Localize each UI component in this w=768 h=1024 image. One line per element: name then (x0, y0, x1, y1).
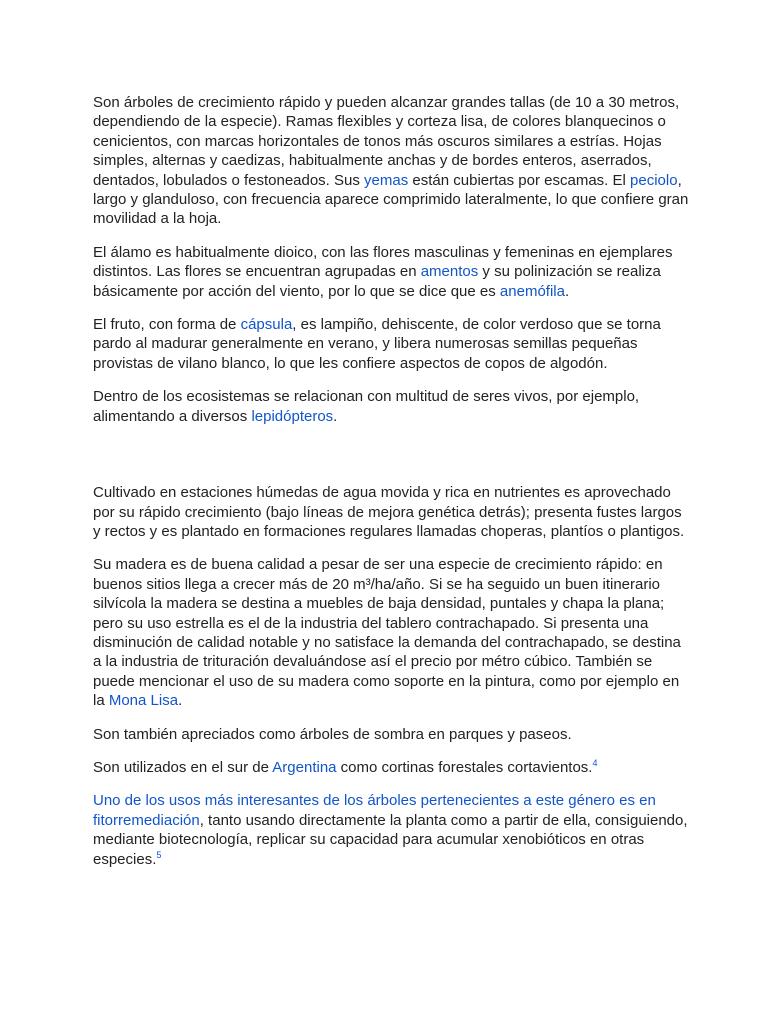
text-run: Son utilizados en el sur de (93, 758, 273, 776)
text-run: , largo y glanduloso, con frecuencia aparece comprimido lateralmente, lo que confiere gran movilidad a la hoja. (93, 171, 689, 228)
link-fitorremediacion[interactable]: Uno de los usos más interesantes de los árboles pertenecientes a este género es en fitorremediación (93, 792, 656, 829)
link-peciolo[interactable]: peciolo (630, 171, 678, 189)
link-argentina[interactable]: Argentina (272, 758, 337, 776)
paragraph-phytoremediation (93, 791, 693, 869)
text-run: Cultivado en estaciones húmedas de agua movida y rica en nutrientes es aprovechado por su rápido crecimiento (bajo líneas de mejora genética detrás); presenta fustes largos y rectos y es plantado en formaciones regulares llamadas choperas, plantíos o plantigos. (93, 484, 685, 540)
text-run: . (333, 407, 338, 425)
link-anemofila[interactable]: anemófila (499, 282, 565, 300)
paragraph-fruit (93, 315, 693, 373)
text-run: como cortinas forestales cortavientos. (336, 758, 593, 776)
document-body (93, 93, 693, 883)
link-mona-lisa[interactable]: Mona Lisa (108, 692, 179, 710)
footnote-ref-4[interactable]: 4 (592, 757, 598, 768)
text-run: , tanto usando directamente la planta como a partir de ella, consiguiendo, mediante biotecnología, replicar su capacidad para acumular xenobióticos en otras especies. (93, 811, 688, 868)
text-run: Dentro de los ecosistemas se relacionan con multitud de seres vivos, por ejemplo, alimentando a diversos (93, 388, 640, 425)
link-lepidopteros[interactable]: lepidópteros (251, 407, 334, 425)
text-run: . (564, 282, 570, 300)
text-run: . (178, 692, 183, 710)
text-run: , es lampiño, dehiscente, de color verdoso que se torna pardo al madurar generalmente en verano, y libera numerosas semillas pequeñas provistas de vilano blanco, lo que les confiere aspectos de copos de algodón. (93, 316, 661, 372)
text-run: El álamo es habitualmente dioico, con las flores masculinas y femeninas en ejemplares distintos. Las flores se encuentran agrupadas en (93, 243, 673, 281)
paragraph-cultivation (93, 483, 693, 541)
link-capsula[interactable]: cápsula (240, 316, 293, 334)
paragraph-reproduction (93, 243, 693, 301)
section-spacer (93, 440, 693, 483)
text-run: Son también apreciados como árboles de sombra en parques y paseos. (93, 725, 572, 743)
text-run: están cubiertas por escamas. El (408, 171, 631, 189)
text-run: Su madera es de buena calidad a pesar de ser una especie de crecimiento rápido: en buenos sitios llega a crecer más de 20 m³/ha/año. Si se ha seguido un buen itinerario silvícola la madera se destina a muebles de baja densidad, puntales y chapa la plana; pero su uso estrella es el de la industria del tablero contrachapado. Si presenta una disminución de calidad notable y no satisface la demanda del contrachapado, se destina a la industria de trituración devaluándose así el precio por métro cúbico. También se puede mencionar el uso de su madera como soporte en la pintura, como por ejemplo en la (93, 556, 681, 710)
paragraph-wood (93, 555, 693, 710)
text-run: y su polinización se realiza básicamente por acción del viento, por lo que se dice que es (93, 263, 661, 300)
link-yemas[interactable]: yemas (364, 171, 409, 189)
text-run: El fruto, con forma de (93, 316, 241, 334)
paragraph-ecosystems (93, 387, 693, 426)
text-run: Son árboles de crecimiento rápido y pueden alcanzar grandes tallas (de 10 a 30 metros, dependiendo de la especie). Ramas flexibles y corteza lisa, de colores blanquecinos o cenicientos, con marcas horizontales de tonos más oscuros similares a estrías. Hojas simples, alternas y caedizas, habitualmente anchas y de bordes enteros, aserrados, dentados, lobulados o festoneados. Sus (93, 94, 680, 189)
link-amentos[interactable]: amentos (420, 263, 479, 281)
paragraph-description (93, 93, 693, 229)
paragraph-shade (93, 725, 693, 744)
paragraph-argentina (93, 758, 693, 777)
footnote-ref-5[interactable]: 5 (156, 849, 162, 860)
